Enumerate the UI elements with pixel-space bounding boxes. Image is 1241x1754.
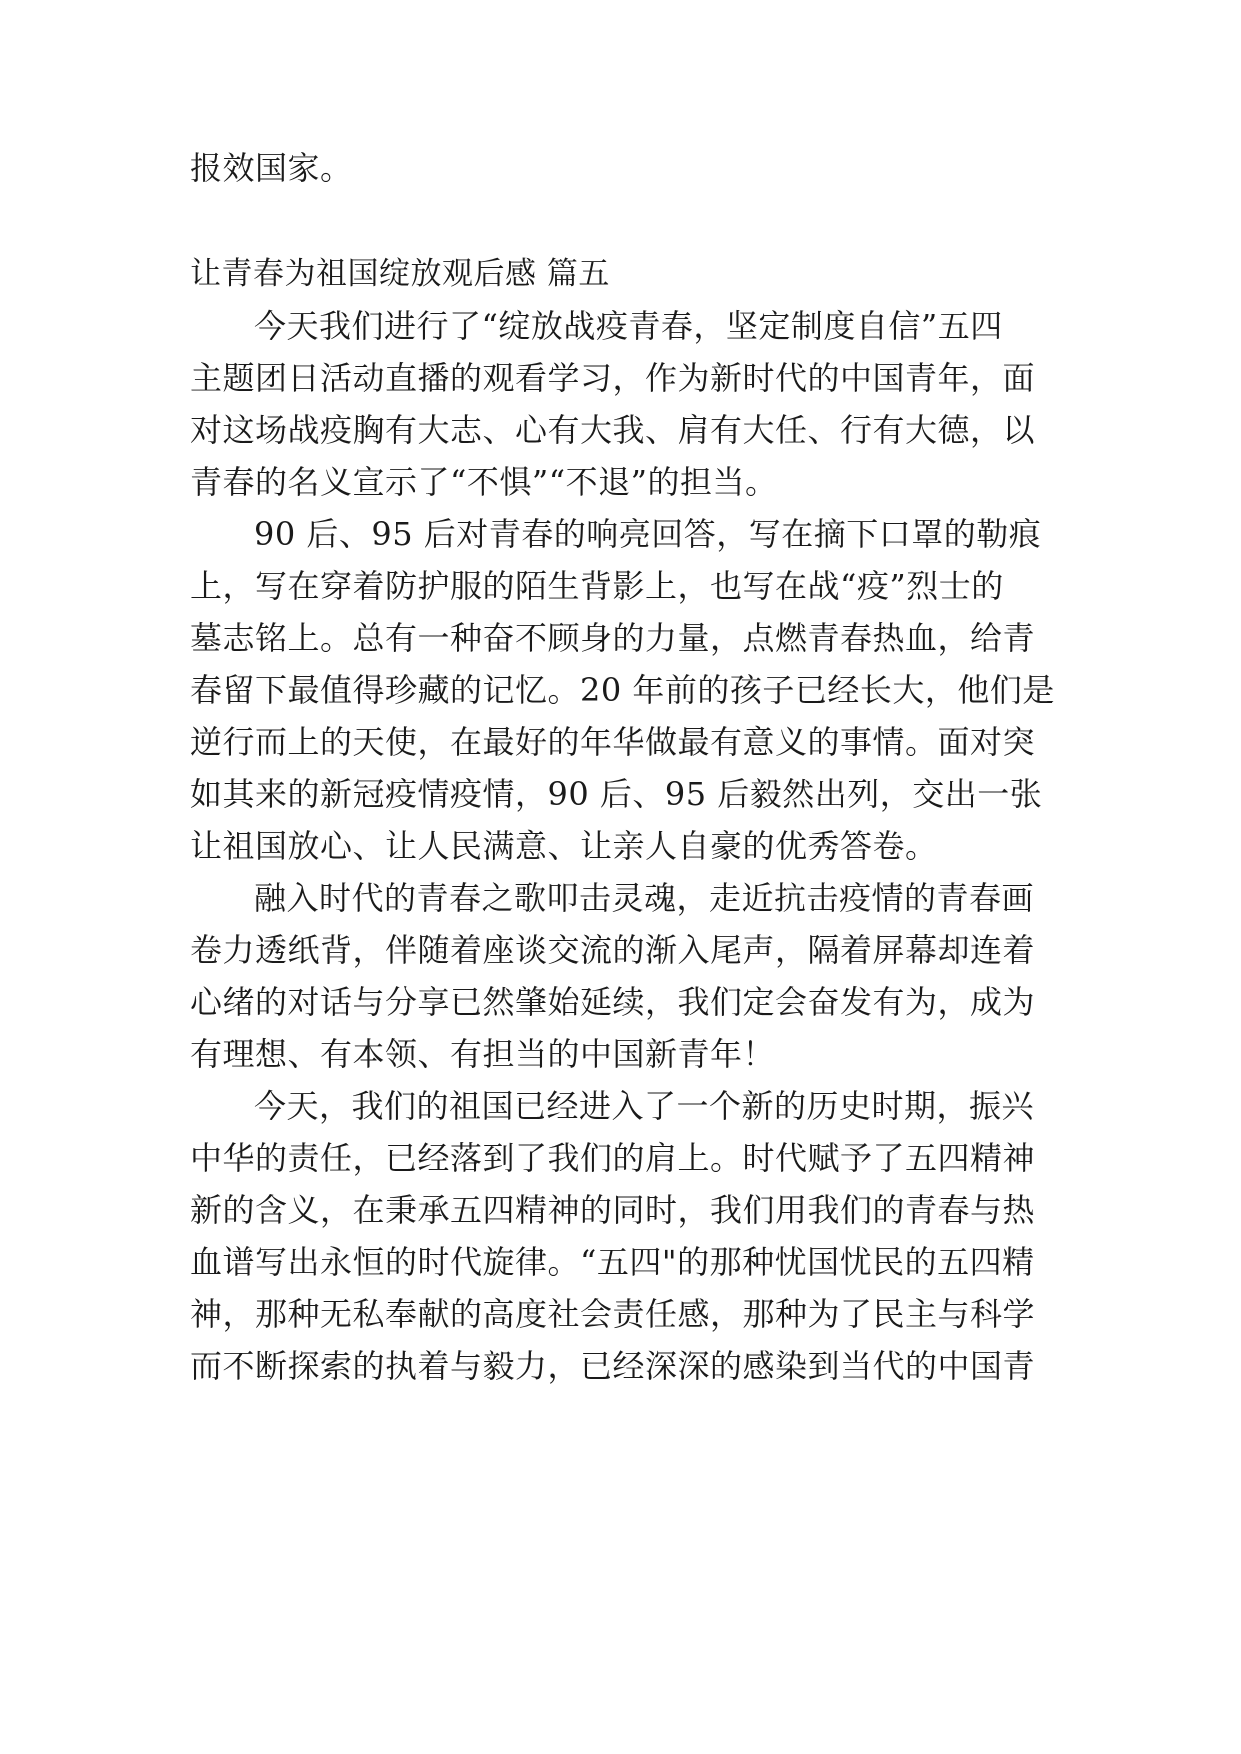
paragraph-line: 90 后、95 后对青春的响亮回答，写在摘下口罩的勒痕 — [254, 515, 1042, 553]
paragraph-line: 中华的责任，已经落到了我们的肩上。时代赋予了五四精神 — [190, 1139, 1036, 1177]
paragraph-line: 逆行而上的天使，在最好的年华做最有意义的事情。面对突 — [190, 723, 1036, 761]
paragraph-line: 神，那种无私奉献的高度社会责任感，那种为了民主与科学 — [190, 1295, 1036, 1333]
paragraph-line: 让祖国放心、让人民满意、让亲人自豪的优秀答卷。 — [190, 827, 938, 865]
paragraph-line: 墓志铭上。总有一种奋不顾身的力量，点燃青春热血，给青 — [190, 619, 1036, 657]
paragraph-line: 有理想、有本领、有担当的中国新青年！ — [190, 1035, 776, 1073]
paragraph-line: 融入时代的青春之歌叩击灵魂，走近抗击疫情的青春画 — [254, 879, 1035, 917]
paragraph-line: 对这场战疫胸有大志、心有大我、肩有大任、行有大德，以 — [190, 411, 1036, 449]
paragraph-line: 春留下最值得珍藏的记忆。20 年前的孩子已经长大，他们是 — [190, 671, 1055, 709]
paragraph-line: 上，写在穿着防护服的陌生背影上，也写在战“疫”烈士的 — [190, 567, 1004, 605]
paragraph-line: 主题团日活动直播的观看学习，作为新时代的中国青年，面 — [190, 359, 1036, 397]
paragraph-line: 而不断探索的执着与毅力，已经深深的感染到当代的中国青 — [190, 1347, 1036, 1385]
paragraph-line: 今天我们进行了“绽放战疫青春，坚定制度自信”五四 — [254, 307, 1003, 345]
text-line: 报效国家。 — [190, 149, 353, 187]
paragraph-line: 血谱写出永恒的时代旋律。“五四"的那种忧国忧民的五四精 — [190, 1243, 1035, 1281]
paragraph-line: 卷力透纸背，伴随着座谈交流的渐入尾声，隔着屏幕却连着 — [190, 931, 1036, 969]
paragraph-line: 青春的名义宣示了“不惧”“不退”的担当。 — [190, 463, 778, 501]
paragraph-line: 新的含义，在秉承五四精神的同时，我们用我们的青春与热 — [190, 1191, 1036, 1229]
paragraph-line: 如其来的新冠疫情疫情，90 后、95 后毅然出列，交出一张 — [190, 775, 1043, 813]
section-heading: 让青春为祖国绽放观后感 篇五 — [190, 256, 610, 292]
paragraph-line: 今天，我们的祖国已经进入了一个新的历史时期，振兴 — [254, 1087, 1035, 1125]
paragraph-line: 心绪的对话与分享已然肇始延续，我们定会奋发有为，成为 — [190, 983, 1036, 1021]
